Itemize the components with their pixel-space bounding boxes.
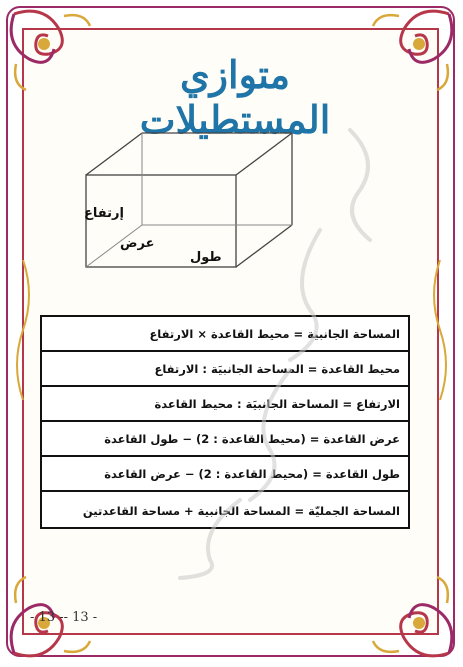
corner-ornament-bottom-right: [369, 573, 459, 663]
right-side-ornament: [427, 260, 453, 400]
page-number: - 13 -- 13 -: [30, 610, 98, 625]
formula-text: الارتفاع = المساحة الجانبيَة : محيط القاعدة: [154, 396, 400, 411]
formula-row: [42, 457, 408, 492]
formula-text: المساحة الجانبية = محيط القاعدة × الارتفاع: [149, 326, 400, 341]
width-label: عرض: [120, 236, 155, 251]
formula-row: [42, 352, 408, 387]
formula-row: [42, 387, 408, 422]
formulas-table: [40, 315, 410, 529]
left-side-ornament: [10, 260, 36, 400]
formula-text: طول القاعدة = (محيط القاعدة : 2) − عرض القاعدة: [104, 466, 400, 481]
height-label: إرتفاع: [84, 206, 124, 221]
formula-row: [42, 492, 408, 530]
formula-text: عرض القاعدة = (محيط القاعدة : 2) − طول القاعدة: [104, 431, 400, 446]
corner-ornament-top-right: [369, 4, 459, 94]
corner-ornament-top-left: [4, 4, 94, 94]
length-label: طول: [190, 250, 222, 265]
formula-text: محيط القاعدة = المساحة الجانبيَة : الارتفاع: [154, 361, 400, 376]
formula-text: المساحة الجمليّة = المساحة الجانبية + مساحة القاعدتين: [82, 504, 400, 518]
formula-row: [42, 317, 408, 352]
formula-row: [42, 422, 408, 457]
page-title: متوازي المستطيلات: [139, 52, 331, 142]
